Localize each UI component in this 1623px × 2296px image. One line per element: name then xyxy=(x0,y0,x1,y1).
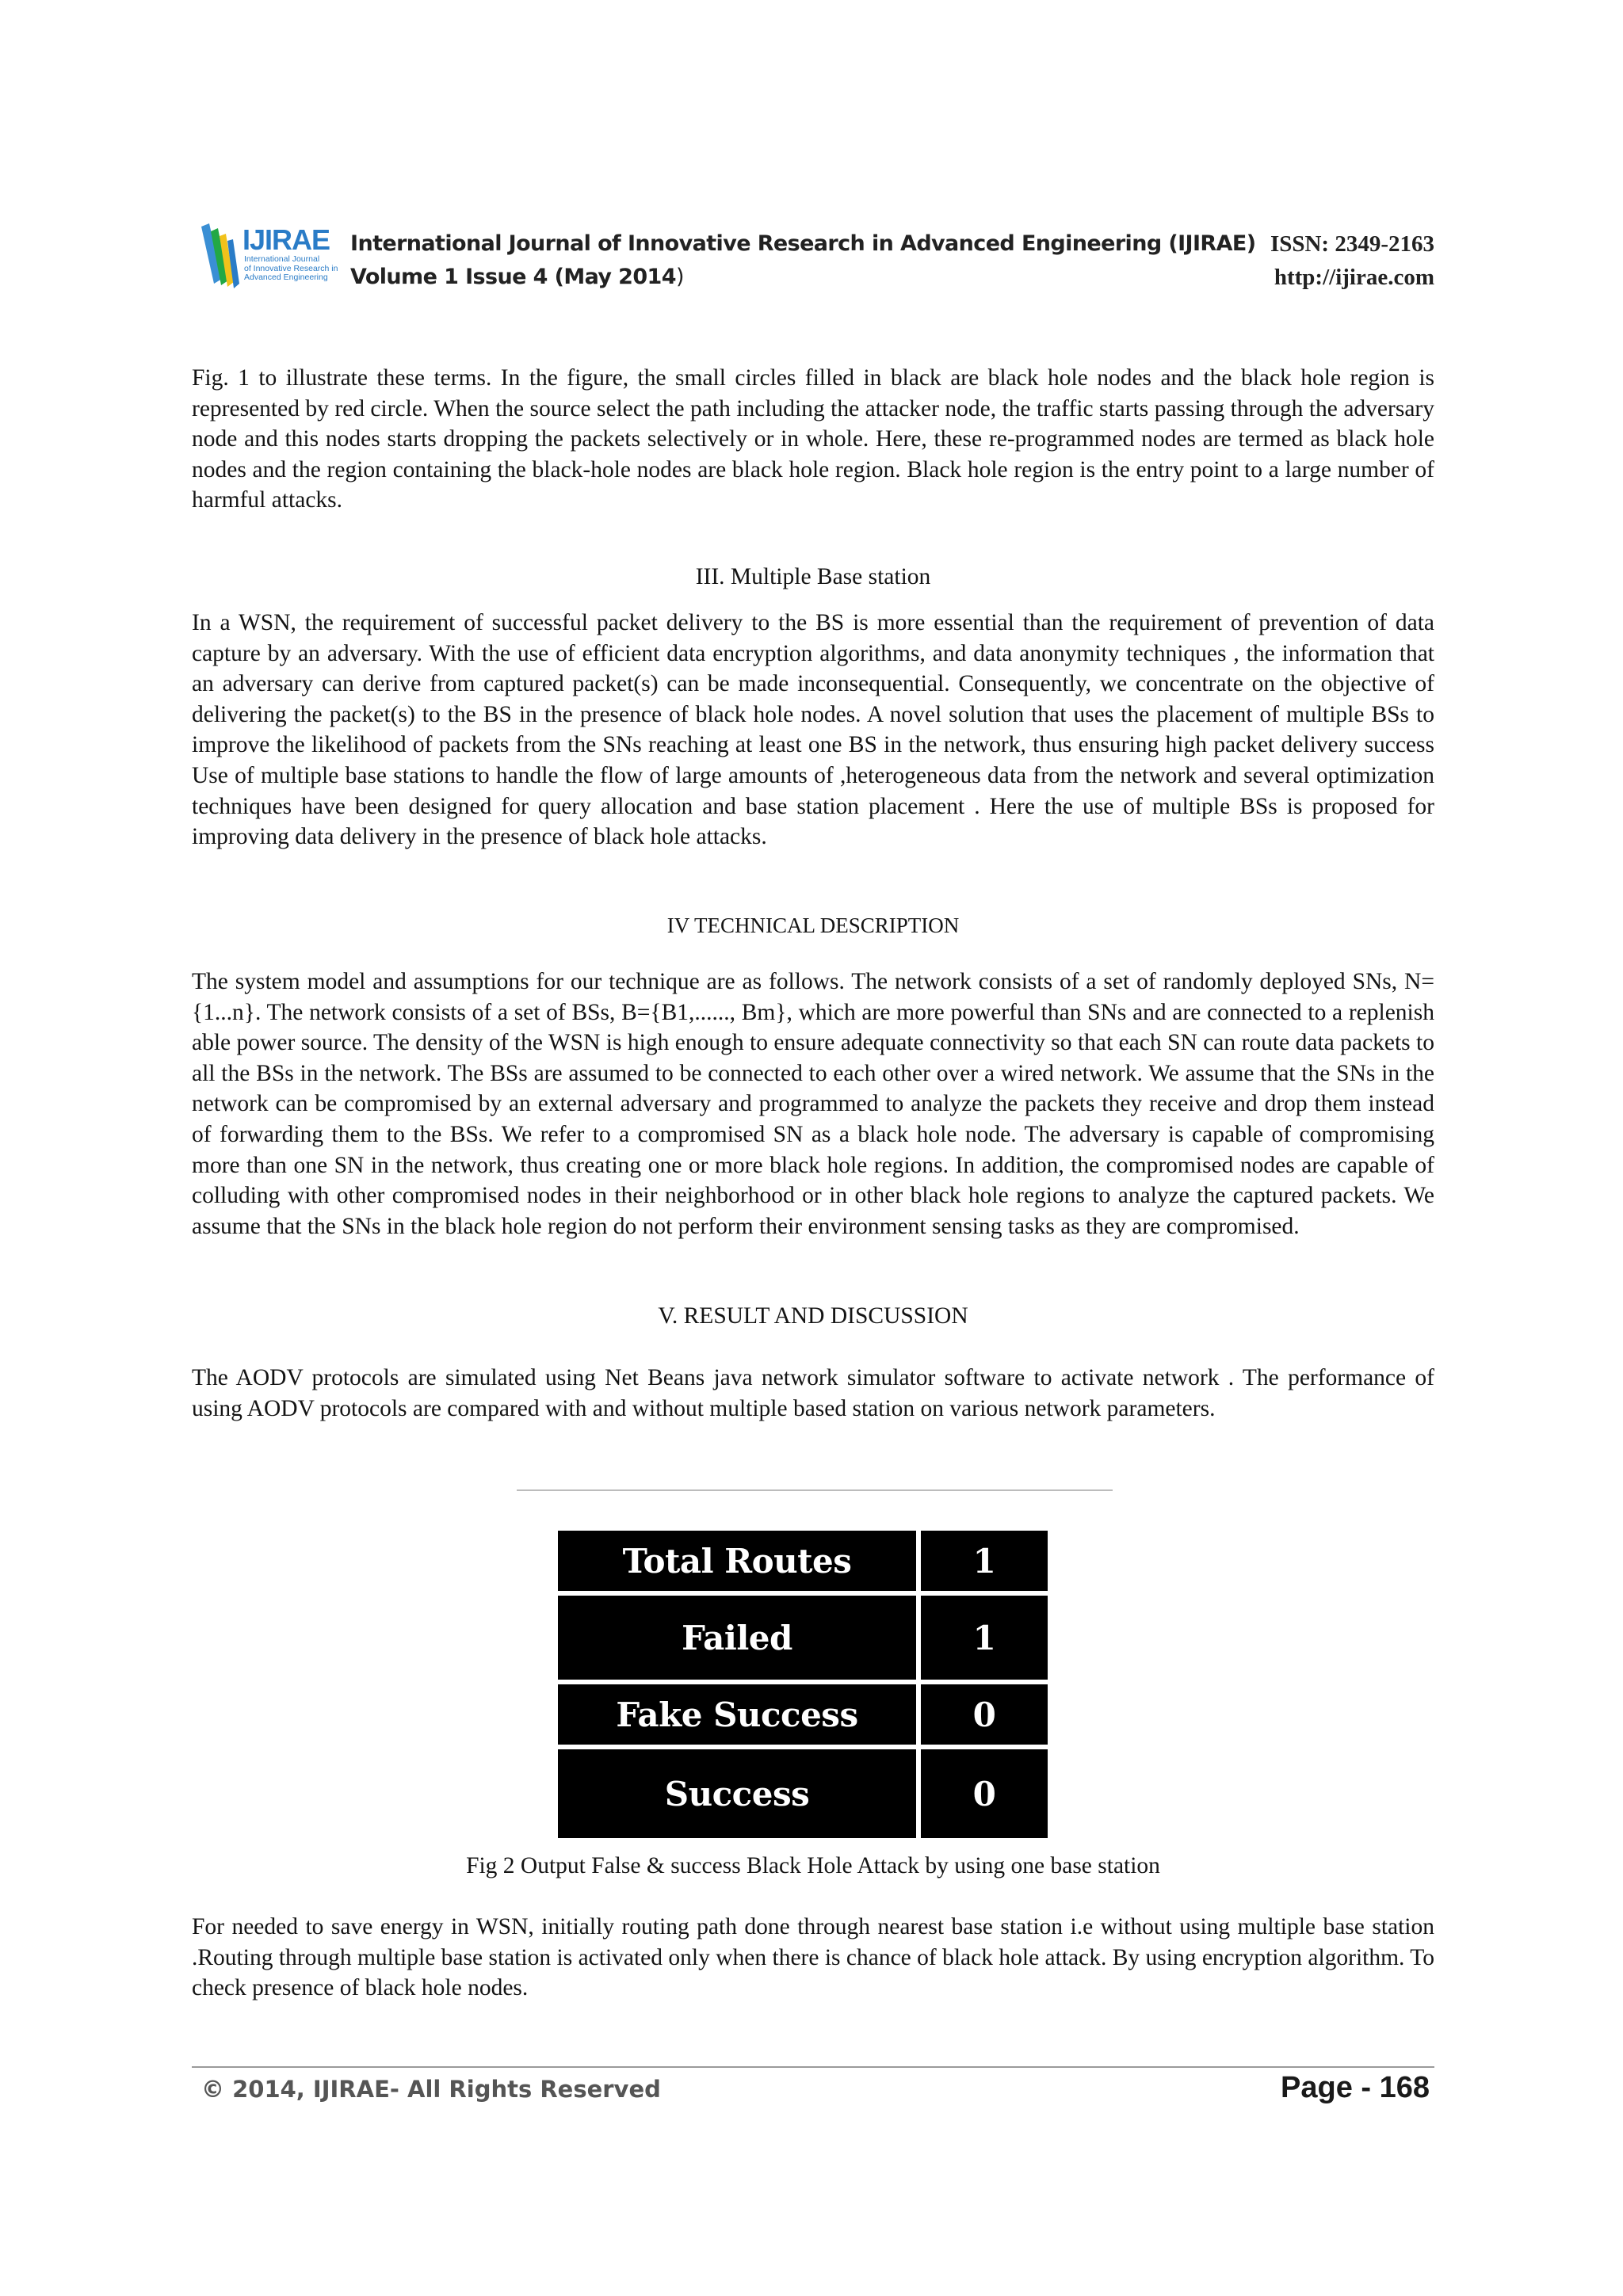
paragraph-technical-description: The system model and assumptions for our technique are as follows. The network consists of a set of randomly deployed SNs, N={1...n}. The network consists of a set of BSs, B={B1,......, Bm}, which are more powerful than SNs and are connected to a replenish able power source. The density of the WSN is high enough to ensure adequate connectivity so that each SN can route data packets to all the BSs in the network. The BSs are assumed to be connected to each other over a wired network. We assume that the SNs in the network can be compromised by an external adversary and programmed to analyze the packets they receive and drop them instead of forwarding them to the BSs. We refer to a compromised SN as a black hole node. The adversary is capable of compromising more than one SN in the network, thus creating one or more black hole regions. In addition, the compromised nodes are capable of colluding with other compromised nodes in their neighborhood or in other black hole regions to analyze the captured packets. We assume that the SNs in the black hole region do not perform their environment sensing tasks as they are compromised. xyxy=(192,969,1434,1239)
journal-volume-paren: ) xyxy=(675,265,684,289)
paragraph-multiple-base-station: In a WSN, the requirement of successful packet delivery to the BS is more essential than the requirement of prevention of data capture by an adversary. With the use of efficient data encryption algorithms, and data anonymity techniques , the information that an adversary can derive from captured packet(s) can be made inconsequential. Consequently, we concentrate on the objective of delivering the packet(s) to the BS in the presence of black hole nodes. A novel solution that uses the placement of multiple BSs to improve the likelihood of packets from the SNs reaching at least one BS in the network, thus ensuring high packet delivery success Use of multiple base stations to handle the flow of large amounts of ,heterogeneous data from the network and several optimization techniques have been designed for query allocation and base station placement . Here the use of multiple BSs is proposed for improving data delivery in the presence of black hole attacks. xyxy=(192,610,1434,850)
section-heading-result-discussion: V. RESULT AND DISCUSSION xyxy=(658,1303,968,1329)
issn: ISSN: 2349-2163 xyxy=(1270,231,1434,257)
results-table-figure xyxy=(558,1531,1048,1838)
table-row-value: 1 xyxy=(921,1531,1048,1591)
journal-website[interactable]: http://ijirae.com xyxy=(1274,265,1434,290)
table-row-label: Failed xyxy=(558,1596,916,1680)
copyright-notice: © 2014, IJIRAE- All Rights Reserved xyxy=(201,2076,661,2103)
table-row-label: Total Routes xyxy=(558,1531,916,1591)
paragraph-fig1-terms: Fig. 1 to illustrate these terms. In the figure, the small circles filled in black are black hole nodes and the black hole region is represented by red circle. When the source select the path including the attacker node, the traffic starts passing through the adversary node and this nodes starts dropping the packets selectively or in whole. Here, these re-programmed nodes are termed as black hole nodes and the region containing the black-hole nodes are black hole region. Black hole region is the entry point to a large number of harmful attacks. xyxy=(192,365,1434,513)
logo-subtitle-line: Advanced Engineering xyxy=(244,273,328,282)
table-row-label: Success xyxy=(558,1749,916,1838)
logo-subtitle-line: of Innovative Research in xyxy=(244,263,338,273)
logo-wordmark: IJIRAE xyxy=(242,223,330,256)
table-row-value: 1 xyxy=(921,1596,1048,1680)
section-heading-technical-description: IV TECHNICAL DESCRIPTION xyxy=(666,913,960,937)
ijirae-logo xyxy=(198,223,338,293)
footer-divider xyxy=(192,2066,1434,2068)
table-row-value: 0 xyxy=(921,1749,1048,1838)
logo-subtitle-line: International Journal xyxy=(244,254,320,264)
paragraph-energy-routing: For needed to save energy in WSN, initially routing path done through nearest base station i.e without using multiple base station .Routing through multiple base station is activated only when there is chance of black hole attack. By using encryption algorithm. To check presence of black hole nodes. xyxy=(192,1914,1434,2001)
figure-caption: Fig 2 Output False & success Black Hole Attack by using one base station xyxy=(466,1853,1160,1878)
table-row-value: 0 xyxy=(921,1684,1048,1745)
page-number: Page - 168 xyxy=(1281,2071,1430,2104)
journal-header xyxy=(198,223,1434,295)
figure-divider xyxy=(517,1489,1113,1491)
journal-volume xyxy=(350,265,684,289)
table-row-label: Fake Success xyxy=(558,1684,916,1745)
section-heading-multiple-base-station: III. Multiple Base station xyxy=(695,564,931,589)
book-stripes-icon xyxy=(198,223,246,292)
logo-subtitle xyxy=(244,254,338,283)
paragraph-results: The AODV protocols are simulated using Net Beans java network simulator software to activate network . The performance of using AODV protocols are compared with and without multiple based station on various network parameters. xyxy=(192,1365,1434,1421)
journal-title: International Journal of Innovative Research in Advanced Engineering (IJIRAE) xyxy=(350,231,1256,256)
journal-volume-text: Volume 1 Issue 4 (May 2014 xyxy=(350,265,676,289)
